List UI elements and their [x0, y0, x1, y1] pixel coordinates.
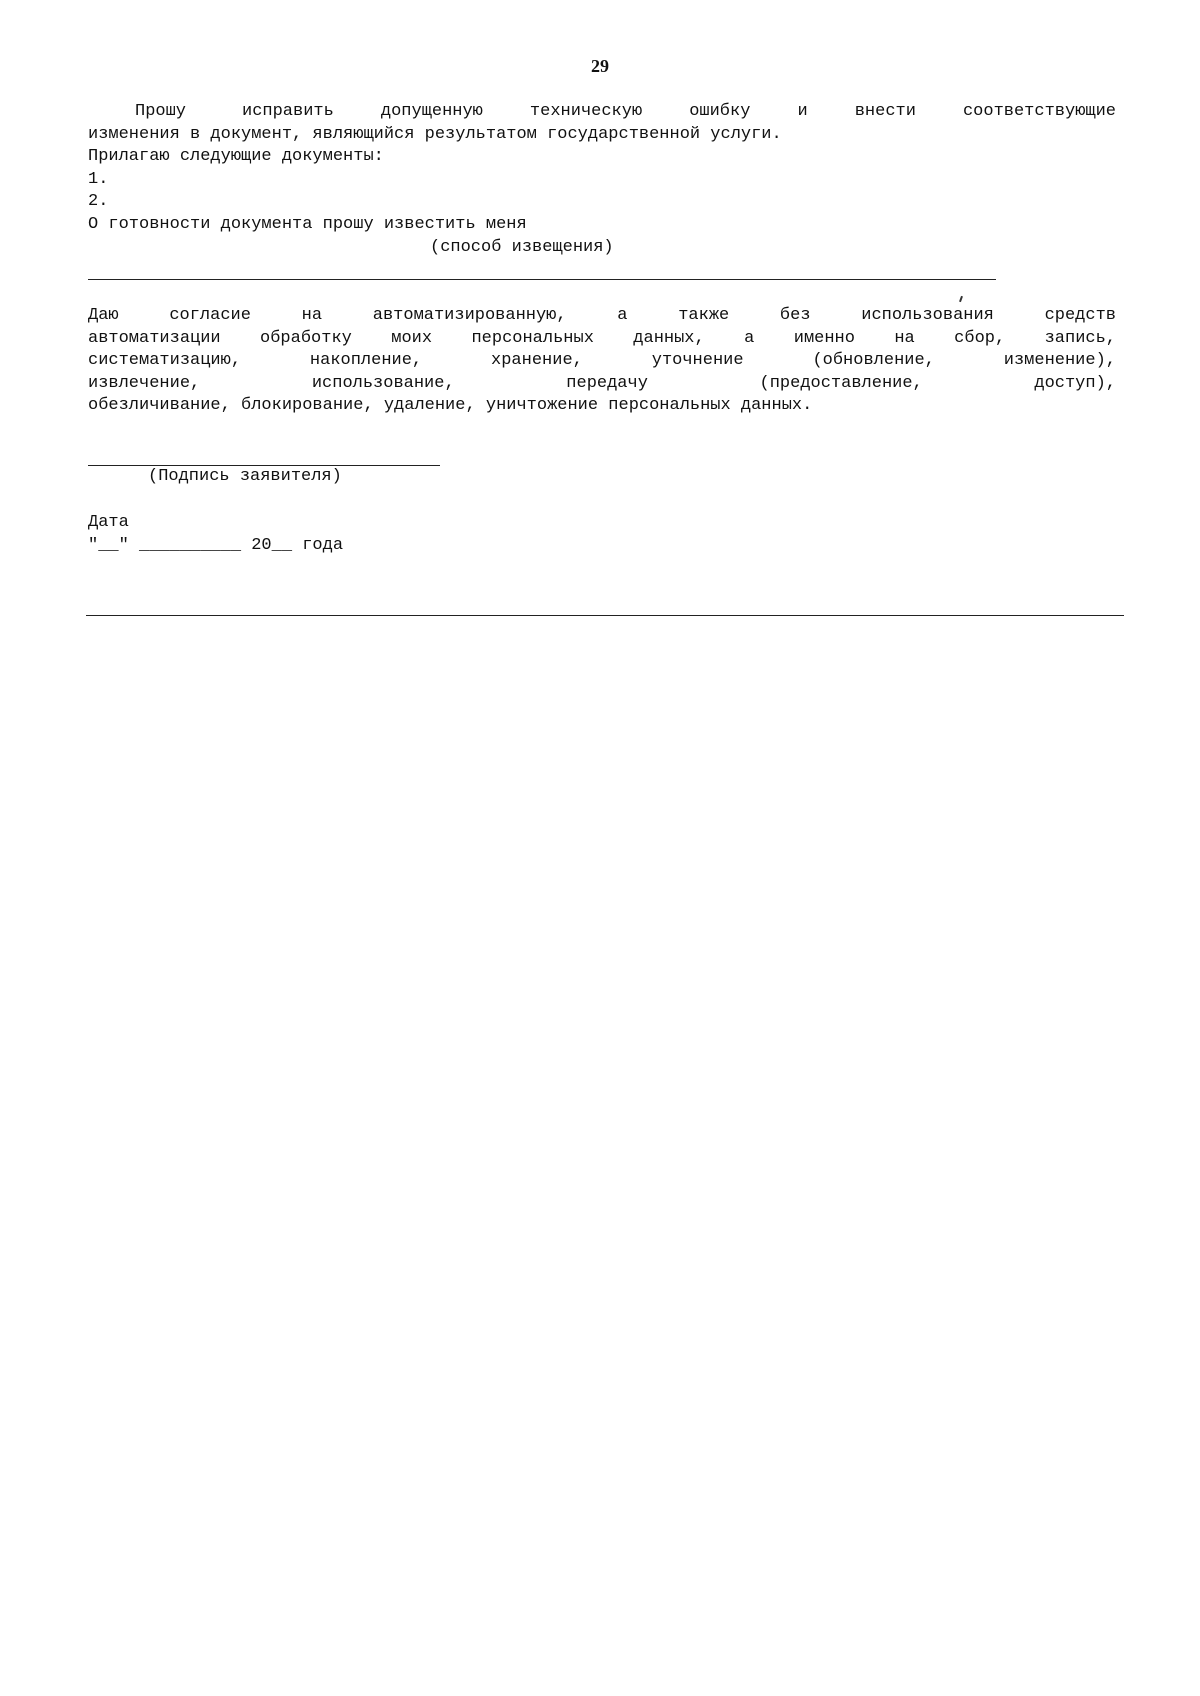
- request-line-1: [88, 101, 1116, 124]
- consent-line-2: автоматизации обработку моих персональных данных, а именно на сбор, запись,: [88, 328, 1116, 348]
- notify-hint: (способ извещения): [430, 238, 614, 257]
- consent-line-1: Даю согласие на автоматизированную, а также без использования средств: [88, 306, 1116, 325]
- consent-line-5: обезличивание, блокирование, удаление, уничтожение персональных данных.: [88, 396, 813, 416]
- consent-paragraph: [88, 305, 1116, 418]
- consent-line-4: извлечение, использование, передачу (предоставление, доступ),: [88, 373, 1116, 393]
- attachments-label: Прилагаю следующие документы:: [88, 147, 384, 167]
- request-paragraph: [88, 101, 1116, 237]
- request-rest-text: исправить допущенную техническую ошибку и внести соответствующие: [242, 102, 1116, 121]
- request-first-word: Прошу: [135, 102, 187, 121]
- attachment-item-2: 2.: [88, 192, 109, 212]
- date-line: "__" __________ 20__ года: [88, 535, 344, 555]
- bottom-separator: [86, 615, 1124, 616]
- notify-text: О готовности документа прошу известить меня: [88, 214, 527, 234]
- date-label: Дата: [88, 513, 129, 532]
- comma-mark: [959, 296, 963, 302]
- consent-line-3: систематизацию, накопление, хранение, уточнение (обновление, изменение),: [88, 351, 1116, 371]
- page-number: 29: [591, 56, 609, 76]
- notify-method-line: [88, 279, 996, 280]
- date-block: [88, 512, 1116, 557]
- request-rest: [242, 101, 1116, 124]
- signature-caption: (Подпись заявителя): [148, 467, 342, 486]
- signature-line: [88, 465, 440, 466]
- request-line-2: изменения в документ, являющийся результатом государственной услуги.: [88, 124, 782, 144]
- attachment-item-1: 1.: [88, 169, 109, 189]
